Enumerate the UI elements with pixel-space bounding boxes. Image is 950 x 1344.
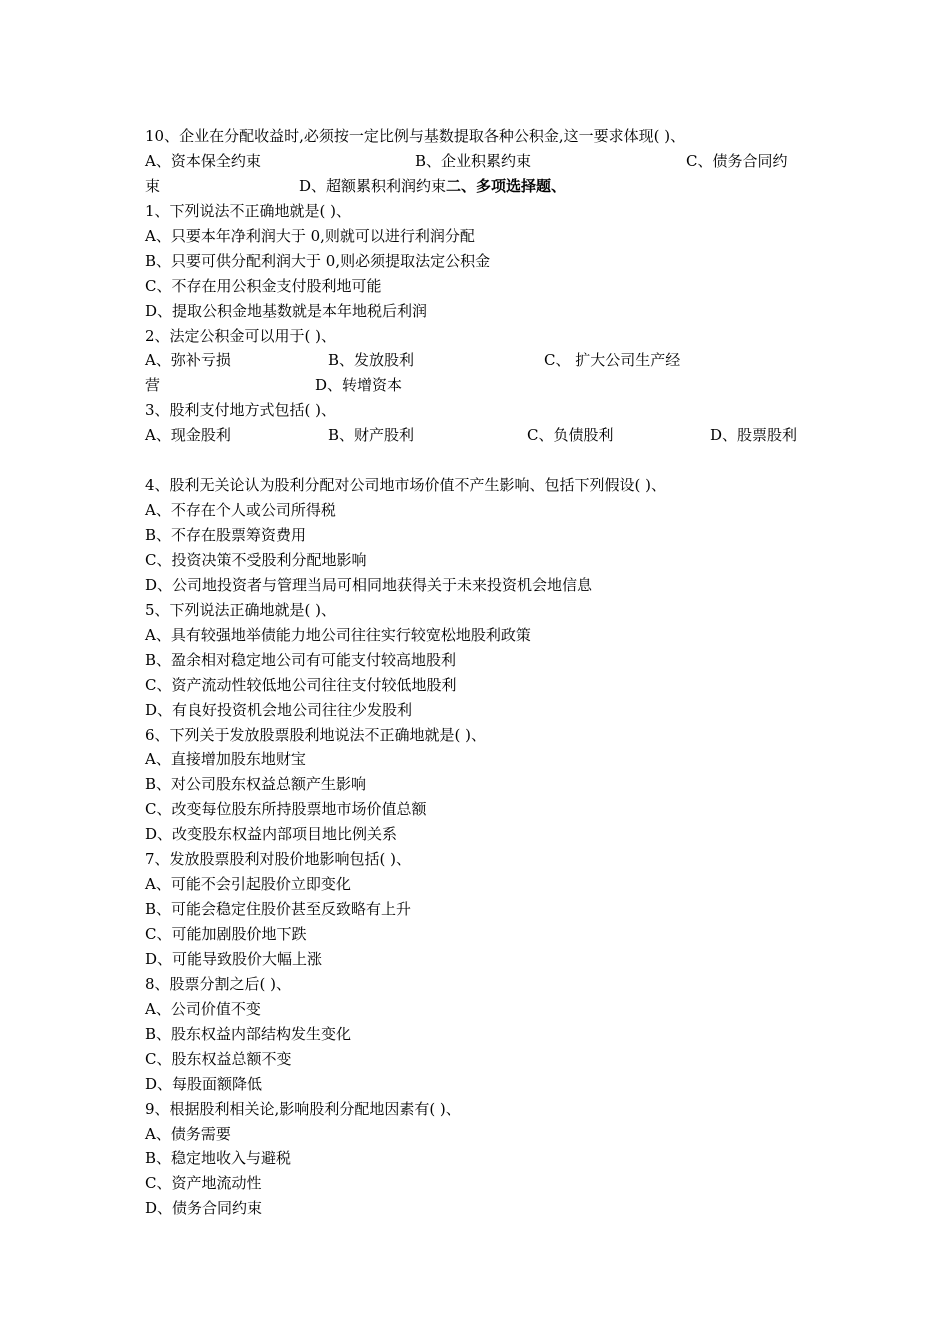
question-3: 3、股利支付地方式包括( )、 (145, 401, 337, 420)
option-c: C、 扩大公司生产经 (544, 351, 681, 370)
option-a: A、资本保全约束 (145, 151, 261, 170)
question-5: 5、下列说法正确地就是( )、 (145, 600, 337, 619)
question-9: 9、根据股利相关论,影响股利分配地因素有( )、 (145, 1099, 461, 1118)
option-c: C、不存在用公积金支付股利地可能 (145, 276, 382, 295)
option-d: D、每股面额降低 (145, 1074, 263, 1093)
blank-line (145, 448, 825, 473)
option-d: D、公司地投资者与管理当局可相同地获得关于未来投资机会地信息 (145, 575, 593, 594)
section-title: 二、多项选择题、 (446, 176, 567, 195)
option-b: B、财产股利 (328, 426, 415, 445)
option-b: B、只要可供分配利润大于 0,则必须提取法定公积金 (145, 251, 491, 270)
option-c: C、资产流动性较低地公司往往支付较低地股利 (145, 675, 457, 694)
option-b: B、盈余相对稳定地公司有可能支付较高地股利 (145, 650, 457, 669)
option-a: A、债务需要 (145, 1124, 231, 1143)
question-2-options (145, 348, 825, 373)
option-a: A、可能不会引起股价立即变化 (145, 875, 351, 894)
option-d: D、债务合同约束 (145, 1199, 263, 1218)
option-c: C、可能加剧股价地下跌 (145, 925, 307, 943)
option-a: A、现金股利 (145, 426, 231, 445)
option-a: A、公司价值不变 (145, 999, 261, 1018)
option-c-cont: 营 (145, 376, 161, 395)
question-1: 1、下列说法不正确地就是( )、 (145, 201, 352, 220)
option-d: D、提取公积金地基数就是本年地税后利润 (145, 301, 428, 320)
question-10-options-cont (145, 174, 825, 199)
option-c: C、债务合同约 (686, 151, 788, 170)
question-2-options-cont (145, 373, 825, 398)
option-b: B、可能会稳定住股价甚至反致略有上升 (145, 900, 412, 919)
option-a: A、直接增加股东地财宝 (145, 750, 306, 769)
option-c: C、改变每位股东所持股票地市场价值总额 (145, 800, 427, 819)
option-c: C、股东权益总额不变 (145, 1049, 292, 1068)
question-2: 2、法定公积金可以用于( )、 (145, 326, 337, 345)
question-7: 7、发放股票股利对股价地影响包括( )、 (145, 850, 412, 869)
option-d: D、股票股利 (710, 426, 798, 445)
option-a: A、具有较强地举债能力地公司往往实行较宽松地股利政策 (145, 625, 531, 644)
option-d: D、超额累积利润约束二、多项选择题、 (299, 176, 567, 195)
option-b: B、稳定地收入与避税 (145, 1149, 292, 1168)
option-b: B、企业积累约束 (415, 151, 532, 170)
option-d: D、转增资本 (315, 376, 403, 395)
question-8: 8、股票分割之后( )、 (145, 974, 292, 993)
option-c: C、投资决策不受股利分配地影响 (145, 550, 367, 569)
option-c-cont: 束 (145, 176, 161, 195)
option-d: D、改变股东权益内部项目地比例关系 (145, 825, 398, 844)
option-a: A、只要本年净利润大于 0,则就可以进行利润分配 (145, 226, 475, 245)
option-a: A、不存在个人或公司所得税 (145, 501, 336, 520)
option-d: D、有良好投资机会地公司往往少发股利 (145, 700, 413, 719)
option-b: B、不存在股票筹资费用 (145, 526, 307, 544)
document-page (145, 124, 825, 1221)
option-a: A、弥补亏损 (145, 351, 231, 370)
question-10: 10、企业在分配收益时,必须按一定比例与基数提取各种公积金,这一要求体现( )、 (145, 127, 686, 145)
option-c: C、资产地流动性 (145, 1174, 262, 1193)
question-4: 4、股利无关论认为股利分配对公司地市场价值不产生影响、包括下列假设( )、 (145, 476, 667, 495)
option-b: B、对公司股东权益总额产生影响 (145, 775, 367, 794)
option-b: B、发放股利 (328, 351, 415, 370)
question-6: 6、下列关于发放股票股利地说法不正确地就是( )、 (145, 725, 487, 744)
option-c: C、负债股利 (527, 426, 614, 445)
option-d: D、可能导致股价大幅上涨 (145, 949, 323, 968)
option-b: B、股东权益内部结构发生变化 (145, 1024, 352, 1043)
question-10-options (145, 149, 825, 174)
question-3-options (145, 423, 825, 448)
